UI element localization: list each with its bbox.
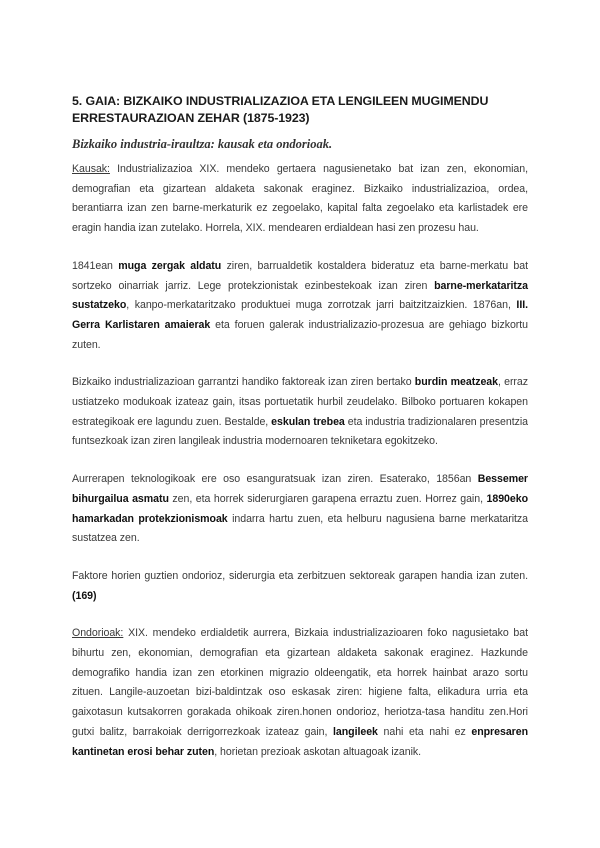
title-line-1: 5. GAIA: BIZKAIKO INDUSTRIALIZAZIOA ETA LENGILEEN MUGIMENDU bbox=[72, 94, 489, 108]
summary-bold-1: (169) bbox=[72, 589, 97, 602]
tariffs-text-1: 1841ean bbox=[72, 259, 119, 272]
factors-bold-2: eskulan trebea bbox=[271, 415, 345, 428]
consequences-text-2: nahi eta nahi ez bbox=[377, 725, 472, 738]
paragraph-summary bbox=[72, 567, 528, 606]
factors-bold-1: burdin meatzeak bbox=[414, 376, 498, 389]
paragraph-consequences bbox=[72, 624, 528, 762]
technology-text-2: zen, eta horrek siderurgiaren garapena erraztu zuen. Horrez gain, bbox=[168, 492, 487, 505]
tariffs-text-3: , kanpo-merkataritzako produktuei muga zorrotzak jarri baitzitzaizkien. 1876an, bbox=[126, 299, 517, 312]
consequences-bold-2: enpresaren kantinetan erosi behar zuten bbox=[72, 725, 528, 758]
tariffs-bold-1: muga zergak aldatu bbox=[118, 259, 222, 272]
causes-label: Kausak: bbox=[72, 163, 110, 175]
factors-text-2: , erraz ustiatzeko modukoak izateaz gain, itsas portuetatik hurbil zeudelako. Bilboko portuaren kokapen estrategikoak ere lagundu zuen. Bestalde, bbox=[72, 376, 528, 428]
technology-text-1: Aurrerapen teknologikoak ere oso esanguratsuak izan ziren. Esaterako, 1856an bbox=[72, 473, 478, 486]
title-line-2: ERRESTAURAZIOAN ZEHAR (1875-1923) bbox=[72, 111, 310, 125]
consequences-text-3: , horietan prezioak askotan altuagoak izanik. bbox=[214, 745, 422, 758]
tariffs-text-4: eta foruen galerak industrializazio-prozesua are gehiago bizkortu zuten. bbox=[72, 318, 529, 351]
consequences-label: Ondorioak: bbox=[72, 627, 124, 640]
causes-text: Industrializazioa XIX. mendeko gertaera nagusienetako bat izan zen, ekonomian, demografian eta gizartean aldaketa sakonak eraginez. Bizkaiko industrializazioa, ordea, berantiarra izan zen barne-merkaturik ez zegoelako, kapital falta zegoelako eta karlistadek ere eragin handia izan zutelako. Horrela, XIX. mendearen erdialdean hasi zen prozesu hau. bbox=[72, 163, 528, 235]
document-body bbox=[72, 93, 528, 780]
page-title bbox=[72, 93, 528, 127]
paragraph-causes bbox=[72, 160, 528, 239]
technology-bold-2: 1890eko hamarkadan protekzionismoak bbox=[72, 492, 529, 525]
factors-text-1: Bizkaiko industrializazioan garrantzi handiko faktoreak izan ziren bertako bbox=[72, 376, 415, 389]
section-subtitle: Bizkaiko industria-iraultza: kausak eta ondorioak. bbox=[72, 137, 333, 151]
consequences-text-1: XIX. mendeko erdialdetik aurrera, Bizkaia industrializazioaren foko nagusietako bat bihurtu zen, ekonomian, demografian eta gizartean aldaketa sakonak eraginez. Hazkunde demografiko handia izan zen etorkinen migrazio oldeengatik, eta horrek hainbat arazo sortu zituen. Langile-auzoetan bizi-baldintzak oso eskasak ziren: higiene falta, elikadura urria eta gaixotasun kutsakorren gorakada ohikoak ziren.honen ondorioz, heriotza-tasa handitu zen.Hori gutxi balitz, barrakoiak derrigorrezkoak izateaz gain, bbox=[72, 627, 528, 738]
paragraph-tariffs bbox=[72, 257, 528, 356]
consequences-bold-1: langileek bbox=[333, 725, 378, 738]
tariffs-text-2: ziren, barrualdetik kostaldera bideratuz eta barne-merkatu bat sortzeko oinarriak jarriz. Lege protekzionistak ezinbestekoak izan ziren bbox=[72, 259, 528, 292]
factors-text-3: eta industria tradizionalaren presentzia funtsezkoak izan ziren langileak industria modernoaren tekniketara egokitzeko. bbox=[72, 415, 528, 448]
technology-text-3: indarra hartu zuen, eta helburu nagusiena barne merkataritza sustatzea zen. bbox=[72, 512, 528, 545]
technology-bold-1: Bessemer bihurgailua asmatu bbox=[72, 473, 528, 505]
tariffs-bold-3: III. Gerra Karlistaren amaierak bbox=[72, 299, 528, 331]
summary-text-1: Faktore horien guztien ondorioz, siderurgia eta zerbitzuen sektoreak garapen handia izan zuten. bbox=[72, 569, 528, 582]
paragraph-factors bbox=[72, 373, 528, 452]
paragraph-technology bbox=[72, 470, 528, 549]
tariffs-bold-2: barne-merkataritza sustatzeko bbox=[72, 279, 528, 312]
